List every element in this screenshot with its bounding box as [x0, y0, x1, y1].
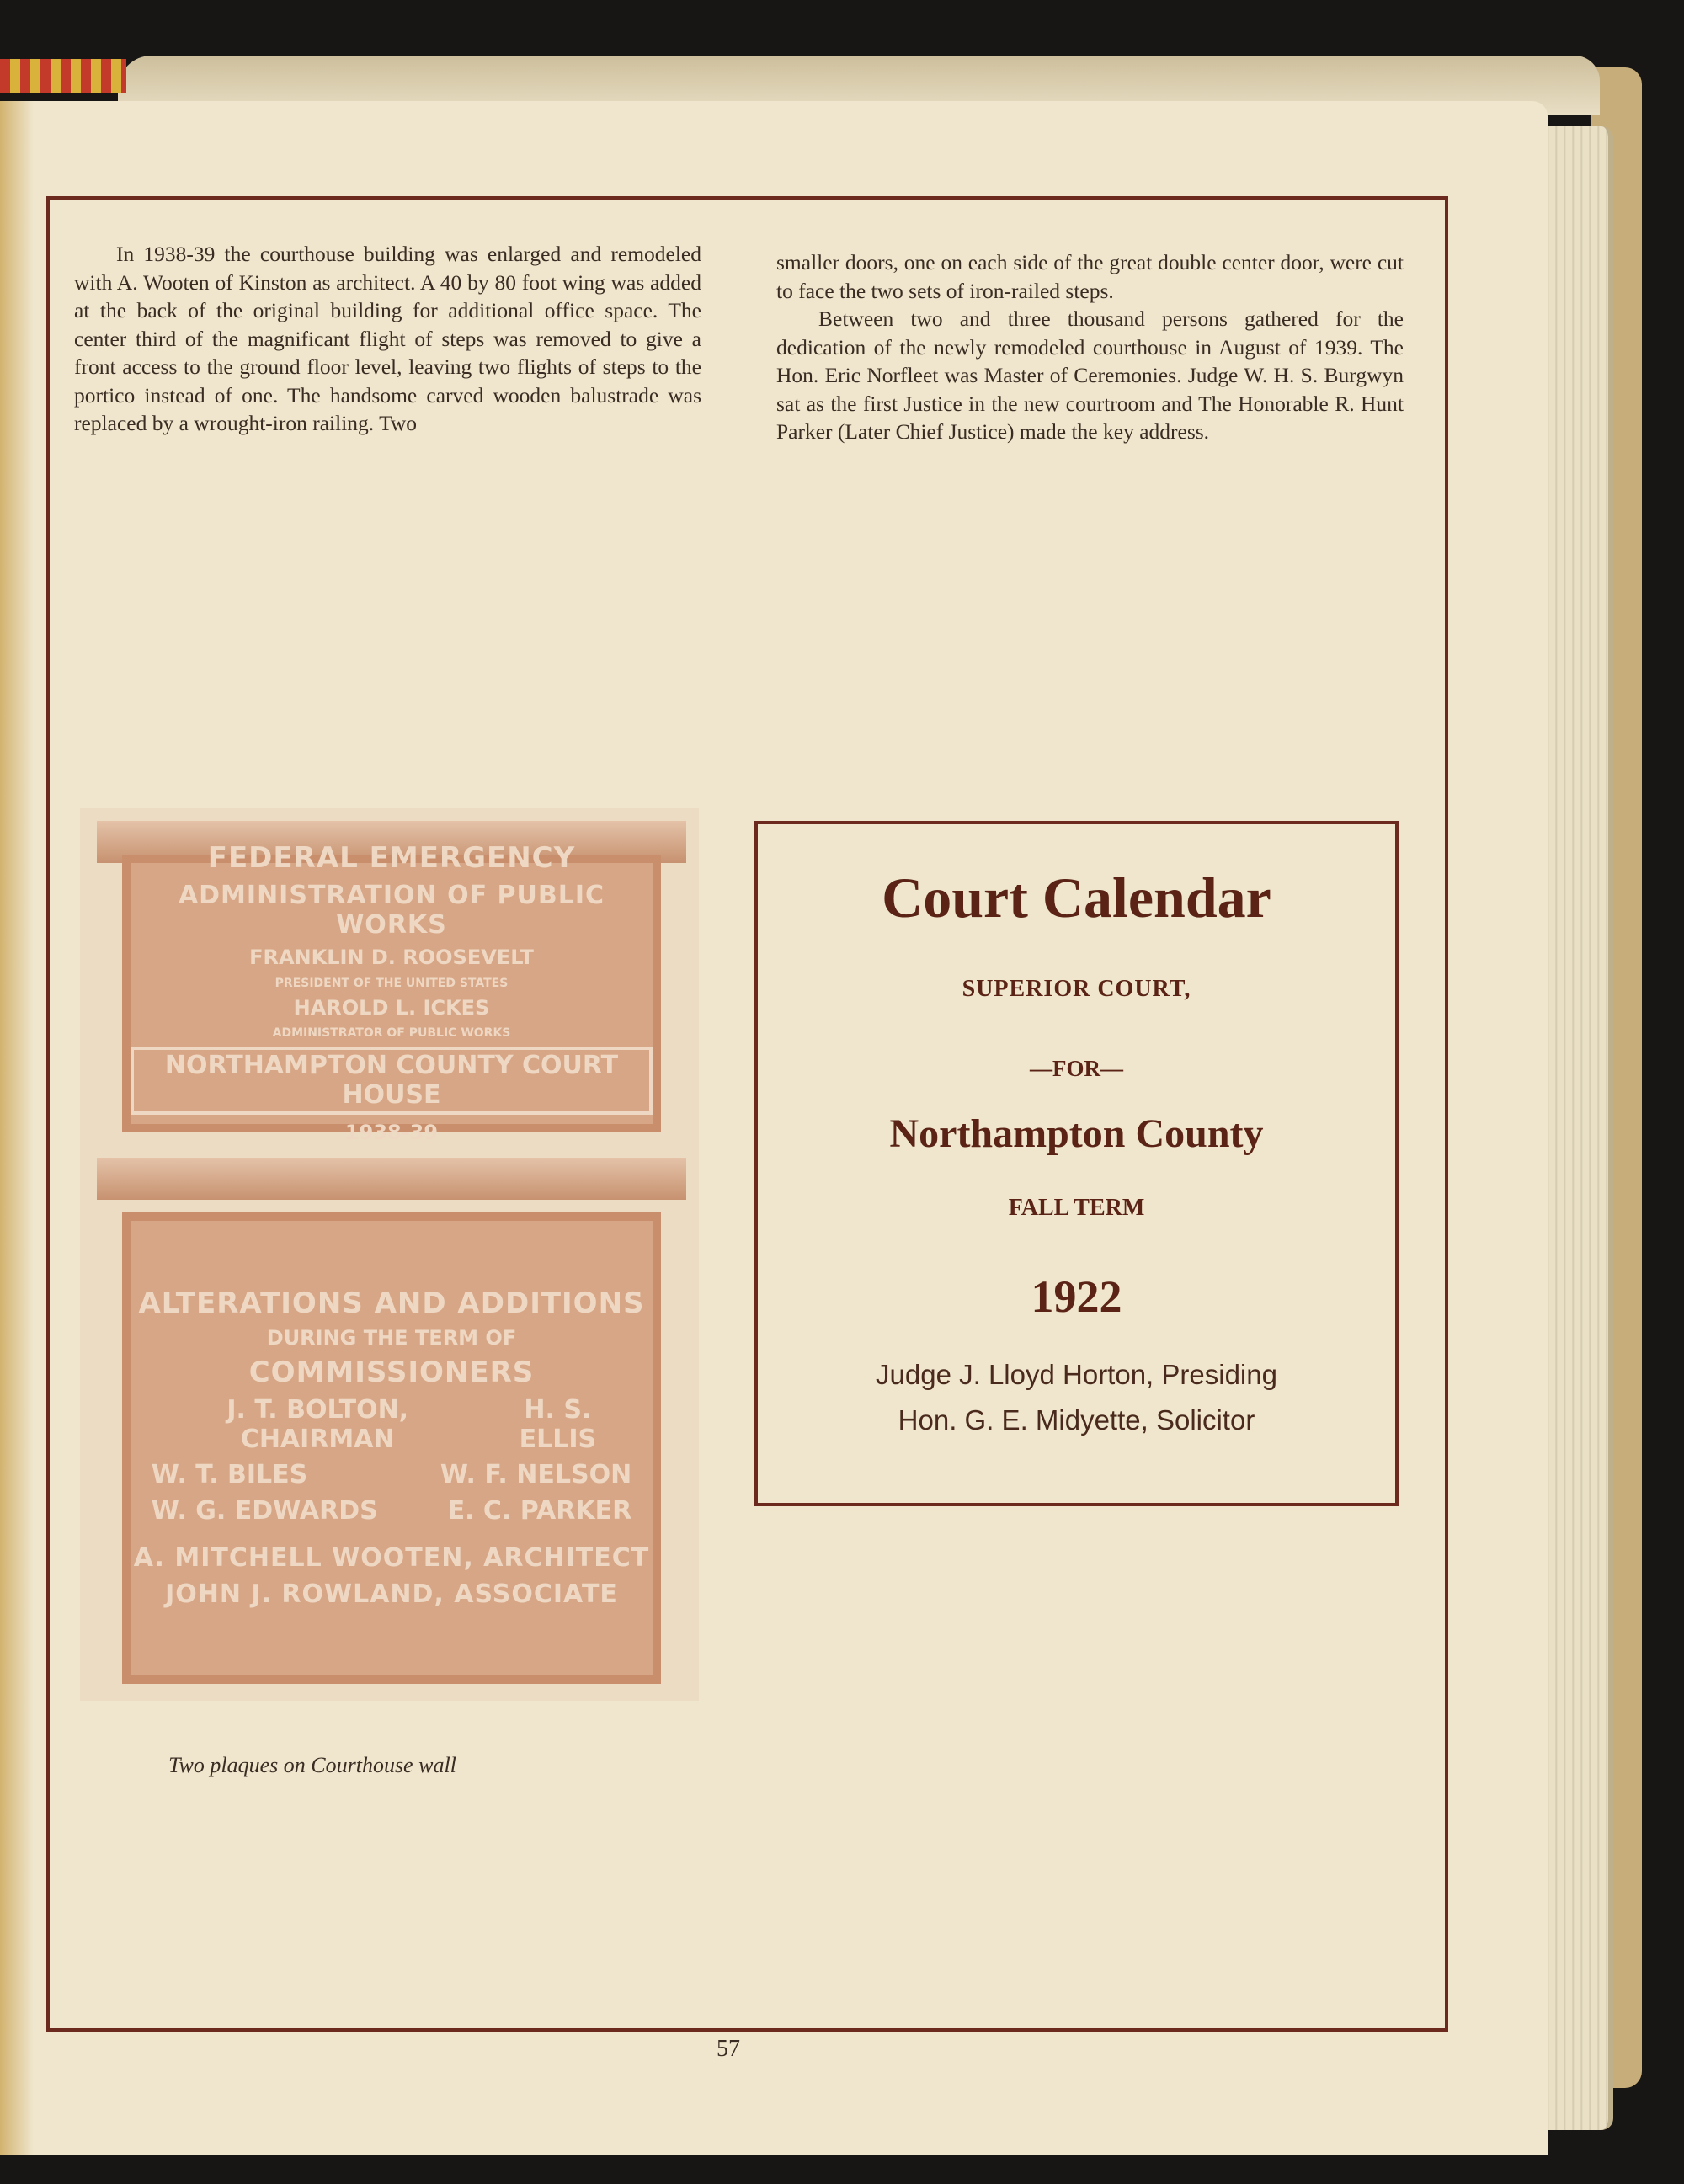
plaque-top-line: HAROLD L. ICKES: [293, 995, 490, 1020]
plaque-commissioner-row: [152, 1396, 632, 1454]
plaque-bottom-ledge: [97, 1158, 686, 1200]
calendar-court: SUPERIOR COURT,: [962, 976, 1191, 1002]
page-number: 57: [717, 2036, 740, 2062]
page-gutter: [0, 101, 34, 2155]
commissioner-name: H. S. ELLIS: [519, 1395, 597, 1454]
calendar-county: Northampton County: [889, 1111, 1264, 1156]
plaque-top-line: ADMINISTRATOR OF PUBLIC WORKS: [272, 1026, 511, 1041]
paragraph-dedication: Between two and three thousand persons gathered for the dedication of the newly remodeled courthouse in August of 1939. The Hon. Eric Norfleet was Master of Ceremonies. Judge W. H. S. Burgwyn sat as the first Justice in the new courtroom and The Honorable R. Hunt Parker (Later Chief Justice) made the key address.: [776, 306, 1404, 444]
plaque-top-year: 1938-39: [344, 1121, 439, 1145]
text-column-left: [74, 240, 701, 438]
calendar-title: Court Calendar: [882, 866, 1271, 930]
text-column-right: [776, 248, 1404, 446]
plaque-commissioner-row: [152, 1461, 632, 1490]
calendar-judge: Judge J. Lloyd Horton, Presiding: [876, 1359, 1277, 1390]
calendar-year: 1922: [1031, 1271, 1122, 1322]
plaque-top-line: PRESIDENT OF THE UNITED STATES: [274, 976, 509, 990]
plaque-alterations: [122, 1212, 661, 1684]
commissioner-name: W. G. EDWARDS: [151, 1495, 378, 1526]
commissioner-name: W. T. BILES: [151, 1460, 308, 1490]
paragraph-remodel: In 1938-39 the courthouse building was enlarged and remodeled with A. Wooten of Kinston as architect. A 40 by 80 foot wing was added at the back of the original building for additional office space. The center third of the magnificant flight of steps was removed to give a front access to the ground floor level, leaving two flights of steps to the portico instead of one. The handsome carved wooden balustrade was replaced by a wrought-iron railing. Two: [74, 242, 701, 435]
plaque-bottom-line: JOHN J. ROWLAND, ASSOCIATE: [165, 1579, 618, 1609]
commissioner-name: W. F. NELSON: [440, 1460, 632, 1490]
plaque-top-line: FEDERAL EMERGENCY: [207, 840, 576, 875]
spine-headband: [0, 59, 126, 93]
court-calendar-box: [754, 821, 1399, 1506]
plaque-top-line: ADMINISTRATION OF PUBLIC WORKS: [178, 881, 605, 940]
paragraph-doors: smaller doors, one on each side of the great double center door, were cut to face the two sets of iron-railed steps.: [776, 250, 1404, 303]
plaque-commissioner-row: [152, 1497, 632, 1526]
commissioner-name: J. T. BOLTON, CHAIRMAN: [226, 1395, 409, 1454]
plaque-bottom-line: ALTERATIONS AND ADDITIONS: [138, 1286, 645, 1320]
calendar-solicitor: Hon. G. E. Midyette, Solicitor: [898, 1404, 1255, 1436]
plaques-photo: [80, 808, 699, 1701]
plaque-top-courthouse: NORTHAMPTON COUNTY COURT HOUSE: [131, 1047, 653, 1115]
calendar-for-label: —FOR—: [1030, 1056, 1123, 1081]
plaque-bottom-line: COMMISSIONERS: [248, 1356, 535, 1390]
plaque-federal: [122, 840, 661, 1145]
commissioner-name: E. C. PARKER: [447, 1495, 632, 1526]
plaque-bottom-line: A. MITCHELL WOOTEN, ARCHITECT: [133, 1543, 650, 1574]
plaque-bottom-line: DURING THE TERM OF: [266, 1325, 517, 1350]
calendar-term: FALL TERM: [1008, 1195, 1145, 1221]
plaque-top-line: FRANKLIN D. ROOSEVELT: [249, 946, 534, 970]
photo-caption: Two plaques on Courthouse wall: [168, 1753, 456, 1777]
